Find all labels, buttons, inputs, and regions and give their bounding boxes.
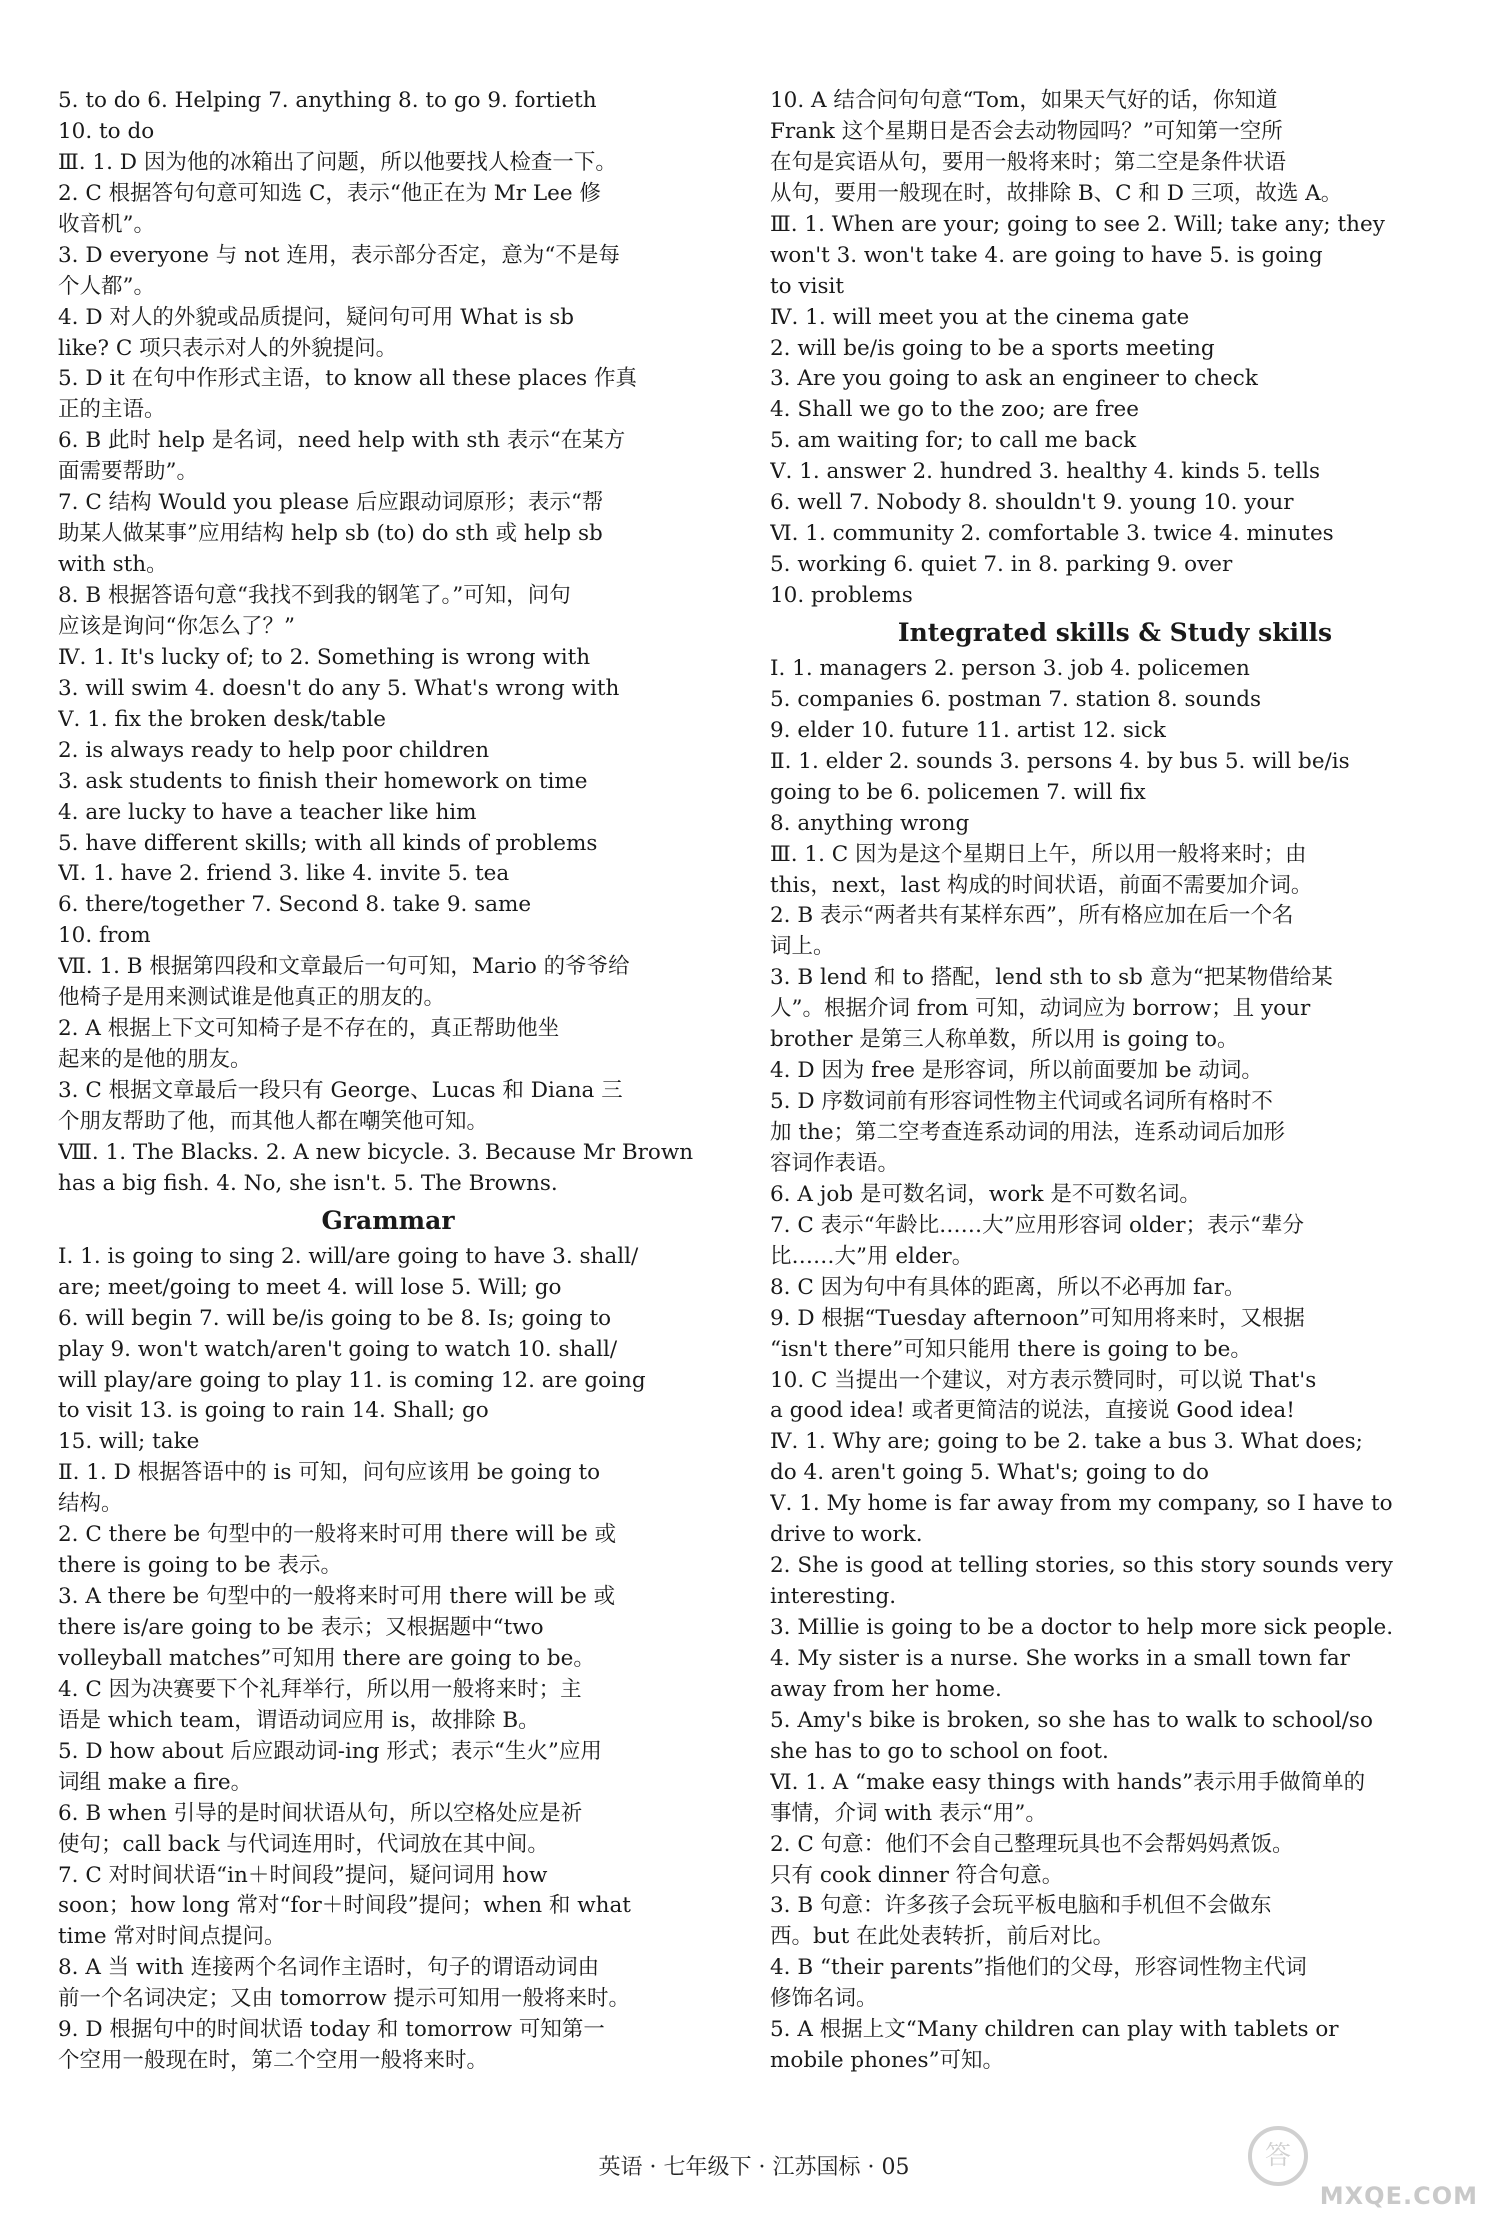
answer-line: Ⅱ. 1. D 根据答语中的 is 可知，问句应该用 be going to: [58, 1460, 601, 1486]
answer-line: Ⅷ. 1. The Blacks. 2. A new bicycle. 3. Because Mr Brown: [58, 1139, 694, 1165]
answer-line: 个空用一般现在时，第二个空用一般将来时。: [58, 2048, 489, 2074]
answer-line: 9. elder 10. future 11. artist 12. sick: [770, 717, 1166, 743]
answer-line: 3. A there be 句型中的一般将来时可用 there will be 或: [58, 1584, 616, 1610]
answer-line: 4. Shall we go to the zoo; are free: [770, 397, 1139, 423]
answer-line: 9. D 根据句中的时间状语 today 和 tomorrow 可知第一: [58, 2017, 605, 2043]
answer-line: 9. D 根据“Tuesday afternoon”可知用将来时，又根据: [770, 1305, 1305, 1331]
answer-line: 8. anything wrong: [770, 810, 970, 836]
answer-line: 3. B lend 和 to 搭配，lend sth to sb 意为“把某物借给某: [770, 965, 1333, 991]
answer-line: 5. working 6. quiet 7. in 8. parking 9. over: [770, 552, 1233, 578]
answer-line: 事情，介词 with 表示“用”。: [770, 1800, 1047, 1826]
answer-line: 4. C 因为决赛要下个礼拜举行，所以用一般将来时；主: [58, 1676, 582, 1702]
answer-line: 10. to do: [58, 118, 155, 144]
answer-line: going to be 6. policemen 7. will fix: [770, 779, 1146, 805]
answer-line: 10. from: [58, 923, 151, 949]
answer-line: 5. D 序数词前有形容词性物主代词或名词所有格时不: [770, 1089, 1273, 1115]
answer-line: Ⅳ. 1. It's lucky of; to 2. Something is wrong with: [58, 644, 591, 670]
answer-line: Ⅵ. 1. have 2. friend 3. like 4. invite 5. tea: [58, 861, 510, 887]
answer-line: a good idea! 或者更简洁的说法，直接说 Good idea!: [770, 1398, 1295, 1424]
answer-line: 比……大”用 elder。: [770, 1243, 974, 1269]
answer-line: 10. problems: [770, 583, 913, 608]
answer-line: 在句是宾语从句，要用一般将来时；第二空是条件状语: [770, 149, 1287, 175]
answer-line: Ⅵ. 1. A “make easy things with hands”表示用手做简单的: [770, 1769, 1366, 1795]
answer-line: 7. C 表示“年龄比……大”应用形容词 older；表示“辈分: [770, 1212, 1305, 1238]
answer-line: 5. D how about 后应跟动词-ing 形式；表示“生火”应用: [58, 1738, 602, 1764]
answer-line: 3. D everyone 与 not 连用，表示部分否定，意为“不是每: [58, 242, 620, 268]
answer-line: volleyball matches”可知用 there are going to be。: [58, 1645, 595, 1671]
answer-line: won't 3. won't take 4. are going to have 5. is going: [770, 242, 1323, 268]
answer-line: 6. there/together 7. Second 8. take 9. same: [58, 892, 532, 918]
answer-line: 3. Millie is going to be a doctor to help more sick people.: [770, 1615, 1394, 1640]
answer-line: to visit 13. is going to rain 14. Shall; go: [58, 1398, 489, 1424]
answer-line: 7. C 对时间状语“in＋时间段”提问，疑问词用 how: [58, 1862, 548, 1888]
answer-line: 应该是询问“你怎么了？”: [58, 613, 295, 639]
answer-line: Ⅰ. 1. is going to sing 2. will/are going to have 3. shall/: [58, 1243, 639, 1269]
answer-line: 他椅子是用来测试谁是他真正的朋友的。: [58, 985, 446, 1011]
answer-line: 5. am waiting for; to call me back: [770, 428, 1137, 454]
answer-line: 加 the；第二空考查连系动词的用法，连系动词后加形: [770, 1120, 1286, 1145]
answer-line: 8. C 因为句中有具体的距离，所以不必再加 far。: [770, 1274, 1246, 1300]
answer-line: Ⅲ. 1. When are your; going to see 2. Will; take any; they: [770, 211, 1385, 237]
answer-line: 6. will begin 7. will be/is going to be 8. Is; going to: [58, 1305, 612, 1331]
answer-line: away from her home.: [770, 1676, 1002, 1702]
answer-line: Ⅳ. 1. will meet you at the cinema gate: [770, 304, 1190, 330]
answer-line: 10. C 当提出一个建议，对方表示赞同时，可以说 That's: [770, 1367, 1317, 1393]
answer-line: 2. will be/is going to be a sports meeting: [770, 335, 1215, 361]
watermark-logo-icon: 答: [1248, 2126, 1308, 2186]
answer-line: 6. B when 引导的是时间状语从句，所以空格处应是祈: [58, 1800, 583, 1826]
answer-line: to visit: [770, 273, 844, 299]
answer-line: Ⅴ. 1. answer 2. hundred 3. healthy 4. kinds 5. tells: [770, 459, 1321, 485]
answer-line: 6. B 此时 help 是名词，need help with sth 表示“在某方: [58, 428, 626, 454]
answer-line: 词组 make a fire。: [58, 1769, 253, 1795]
answer-line: with sth。: [58, 552, 168, 578]
answer-line: there is going to be 表示。: [58, 1553, 343, 1579]
answer-line: Frank 这个星期日是否会去动物园吗？”可知第一空所: [770, 118, 1283, 144]
answer-line: 西。but 在此处表转折，前后对比。: [770, 1924, 1115, 1950]
answer-line: 5. companies 6. postman 7. station 8. sounds: [770, 686, 1262, 712]
section-heading: Grammar: [321, 1205, 455, 1235]
answer-line: soon；how long 常对“for＋时间段”提问；when 和 what: [58, 1893, 631, 1919]
answer-line: 6. well 7. Nobody 8. shouldn't 9. young 10. your: [770, 490, 1294, 516]
answer-line: 修饰名词。: [770, 1986, 878, 2012]
answer-line: 收音机”。: [58, 211, 155, 237]
answer-line: 助某人做某事”应用结构 help sb (to) do sth 或 help sb: [58, 521, 603, 547]
right-column: [770, 86, 1460, 2077]
answer-line: 词上。: [770, 934, 835, 960]
answer-line: 个人都”。: [58, 273, 155, 299]
section-heading: Integrated skills & Study skills: [897, 617, 1333, 647]
answer-line: 3. ask students to finish their homework on time: [58, 768, 588, 794]
answer-line: she has to go to school on foot.: [770, 1738, 1109, 1764]
answer-line: 3. C 根据文章最后一段只有 George、Lucas 和 Diana 三: [58, 1078, 623, 1103]
answer-line: 语是 which team，谓语动词应用 is，故排除 B。: [58, 1707, 540, 1733]
answer-line: 结构。: [58, 1491, 123, 1517]
answer-line: 15. will; take: [58, 1429, 200, 1455]
answer-line: 4. D 因为 free 是形容词，所以前面要加 be 动词。: [770, 1058, 1263, 1084]
answer-line: 起来的是他的朋友。: [58, 1047, 252, 1073]
answer-line: 人”。根据介词 from 可知，动词应为 borrow；且 your: [770, 996, 1311, 1022]
page-footer: 英语 · 七年级下 · 江苏国标 · 05: [598, 2155, 910, 2180]
answer-line: there is/are going to be 表示；又根据题中“two: [58, 1615, 544, 1640]
answer-line: “isn't there”可知只能用 there is going to be。: [770, 1336, 1252, 1362]
answer-line: interesting.: [770, 1584, 897, 1610]
answer-line: 从句，要用一般现在时，故排除 B、C 和 D 三项，故选 A。: [770, 180, 1343, 206]
answer-line: do 4. aren't going 5. What's; going to do: [770, 1460, 1209, 1486]
answer-line: 3. Are you going to ask an engineer to check: [770, 366, 1258, 392]
answer-line: 前一个名词决定；又由 tomorrow 提示可知用一般将来时。: [58, 1986, 630, 2012]
answer-line: will play/are going to play 11. is coming 12. are going: [58, 1367, 646, 1393]
answer-line: 2. B 表示“两者共有某样东西”，所有格应加在后一个名: [770, 903, 1294, 929]
answer-line: Ⅳ. 1. Why are; going to be 2. take a bus 3. What does;: [770, 1429, 1363, 1455]
answer-line: 2. A 根据上下文可知椅子是不存在的，真正帮助他坐: [58, 1016, 560, 1042]
answer-line: 4. D 对人的外貌或品质提问，疑问句可用 What is sb: [58, 304, 575, 330]
answer-line: mobile phones”可知。: [770, 2048, 1005, 2074]
answer-line: 10. A 结合问句句意“Tom，如果天气好的话，你知道: [770, 88, 1278, 113]
answer-line: brother 是第三人称单数，所以用 is going to。: [770, 1027, 1239, 1053]
answer-line: 8. B 根据答语句意“我找不到我的钢笔了。”可知，问句: [58, 583, 571, 608]
answer-line: Ⅶ. 1. B 根据第四段和文章最后一句可知，Mario 的爷爷给: [58, 954, 630, 980]
left-column: [58, 86, 718, 2077]
answer-line: 个朋友帮助了他，而其他人都在嘲笑他可知。: [58, 1108, 489, 1134]
answer-line: 2. is always ready to help poor children: [58, 737, 490, 763]
answer-line: 3. B 句意：许多孩子会玩平板电脑和手机但不会做东: [770, 1893, 1272, 1919]
answer-line: 5. D it 在句中作形式主语，to know all these places 作真: [58, 366, 638, 392]
answer-line: 4. are lucky to have a teacher like him: [58, 799, 477, 825]
answer-line: like? C 项只表示对人的外貌提问。: [58, 335, 398, 361]
answer-line: drive to work.: [770, 1522, 923, 1548]
answer-line: has a big fish. 4. No, she isn't. 5. The Browns.: [58, 1170, 558, 1196]
answer-line: 2. C 句意：他们不会自己整理玩具也不会帮妈妈煮饭。: [770, 1831, 1294, 1857]
answer-line: Ⅴ. 1. My home is far away from my company, so I have to: [770, 1491, 1393, 1517]
answer-line: 面需要帮助”。: [58, 459, 198, 485]
watermark-text: MXQE.COM: [1319, 2182, 1478, 2210]
answer-line: 3. will swim 4. doesn't do any 5. What's wrong with: [58, 675, 620, 701]
answer-line: 容词作表语。: [770, 1150, 900, 1176]
answer-line: 5. A 根据上文“Many children can play with tablets or: [770, 2017, 1339, 2043]
answer-line: 2. She is good at telling stories, so this story sounds very: [770, 1553, 1393, 1579]
answer-line: Ⅵ. 1. community 2. comfortable 3. twice 4. minutes: [770, 521, 1334, 547]
answer-line: 只有 cook dinner 符合句意。: [770, 1862, 1064, 1888]
answer-line: Ⅲ. 1. C 因为是这个星期日上午，所以用一般将来时；由: [770, 841, 1307, 867]
answer-line: 5. Amy's bike is broken, so she has to walk to school/so: [770, 1707, 1373, 1733]
watermark: [1208, 2132, 1488, 2212]
answer-line: play 9. won't watch/aren't going to watch 10. shall/: [58, 1336, 618, 1362]
answer-line: 8. A 当 with 连接两个名词作主语时，句子的谓语动词由: [58, 1955, 600, 1981]
answer-line: 6. A job 是可数名词，work 是不可数名词。: [770, 1181, 1201, 1207]
answer-line: 7. C 结构 Would you please 后应跟动词原形；表示“帮: [58, 490, 604, 516]
answer-line: 4. My sister is a nurse. She works in a small town far: [770, 1645, 1350, 1671]
answer-line: Ⅰ. 1. managers 2. person 3. job 4. policemen: [770, 655, 1250, 681]
answer-line: are; meet/going to meet 4. will lose 5. Will; go: [58, 1274, 562, 1300]
answer-line: this，next，last 构成的时间状语，前面不需要加介词。: [770, 872, 1313, 898]
answer-line: 5. have different skills; with all kinds of problems: [58, 830, 598, 856]
answer-line: 4. B “their parents”指他们的父母，形容词性物主代词: [770, 1955, 1307, 1981]
answer-line: Ⅴ. 1. fix the broken desk/table: [58, 706, 386, 732]
answer-line: 正的主语。: [58, 397, 166, 423]
answer-line: 2. C there be 句型中的一般将来时可用 there will be 或: [58, 1522, 617, 1548]
answer-line: 使句；call back 与代词连用时，代词放在其中间。: [58, 1831, 549, 1857]
answer-line: Ⅲ. 1. D 因为他的冰箱出了问题，所以他要找人检查一下。: [58, 149, 617, 175]
answer-line: Ⅱ. 1. elder 2. sounds 3. persons 4. by bus 5. will be/is: [770, 748, 1350, 774]
answer-line: 2. C 根据答句句意可知选 C，表示“他正在为 Mr Lee 修: [58, 180, 601, 206]
answer-line: time 常对时间点提问。: [58, 1924, 286, 1950]
answer-line: 5. to do 6. Helping 7. anything 8. to go 9. fortieth: [58, 88, 597, 113]
